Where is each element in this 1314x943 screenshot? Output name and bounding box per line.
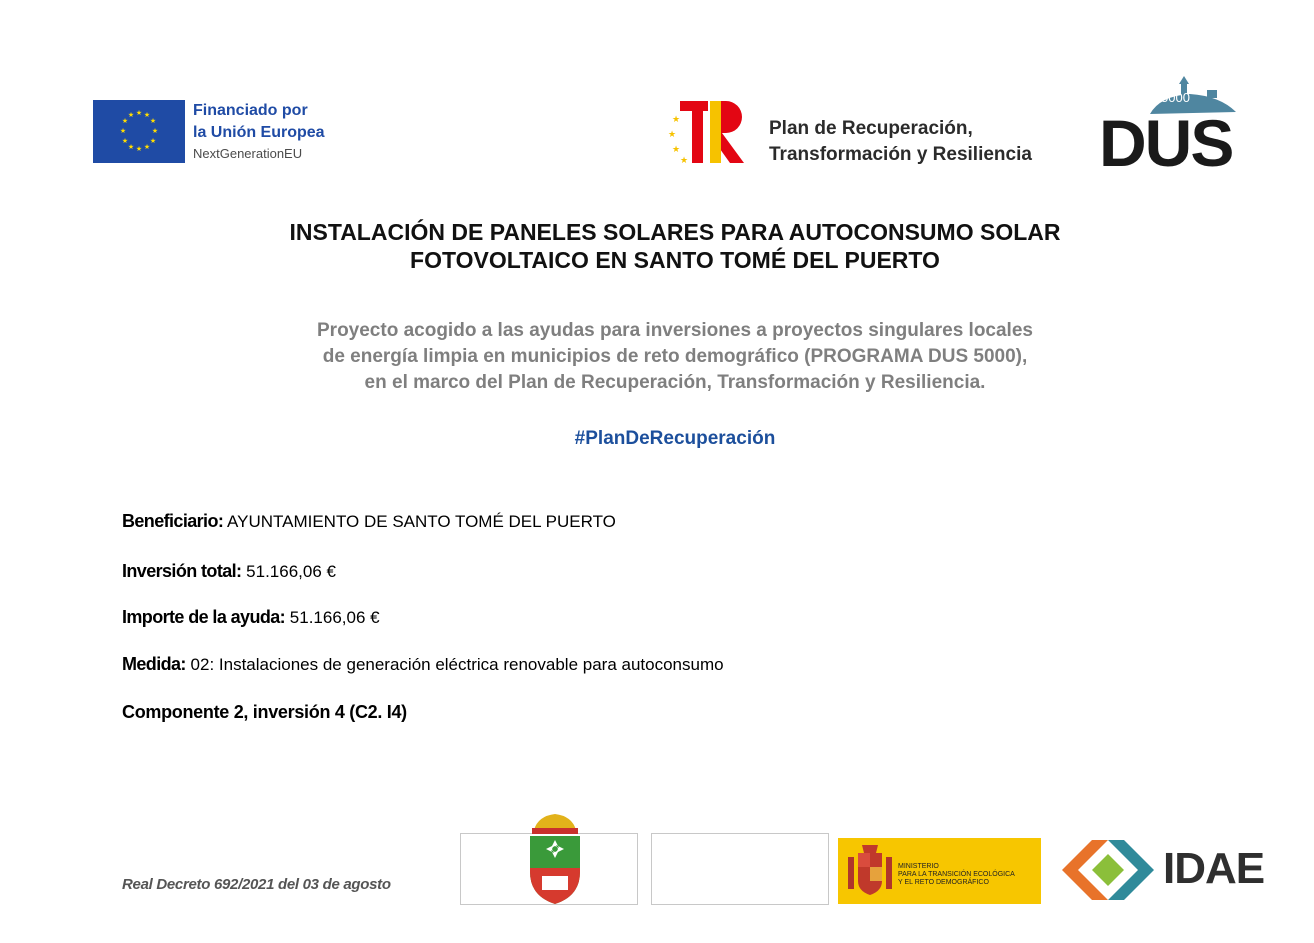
inversion-value: 51.166,06 € <box>246 562 336 581</box>
importe-label: Importe de la ayuda: <box>122 607 286 627</box>
svg-text:★: ★ <box>143 143 151 151</box>
medida-label: Medida: <box>122 654 186 674</box>
coat-of-arms-icon <box>520 812 590 910</box>
inversion-row <box>122 561 336 582</box>
svg-text:★: ★ <box>672 115 681 125</box>
title-line2: FOTOVOLTAICO EN SANTO TOMÉ DEL PUERTO <box>410 247 940 273</box>
medida-value: 02: Instalaciones de generación eléctrica renovable para autoconsumo <box>190 655 724 674</box>
dus-word: DUS <box>1099 106 1233 180</box>
idae-mark-icon <box>1060 836 1156 902</box>
eu-flag-icon <box>93 100 185 163</box>
logo-box-empty <box>651 833 829 905</box>
svg-text:★: ★ <box>135 145 143 153</box>
svg-text:★: ★ <box>127 143 135 151</box>
beneficiario-value: AYUNTAMIENTO DE SANTO TOMÉ DEL PUERTO <box>227 512 616 531</box>
eu-logo-line1: Financiado por <box>193 102 308 119</box>
beneficiario-label: Beneficiario: <box>122 511 224 531</box>
svg-text:★: ★ <box>672 145 681 155</box>
tr-logo-icon <box>668 97 750 167</box>
importe-value: 51.166,06 € <box>289 608 380 627</box>
svg-text:★: ★ <box>149 137 157 145</box>
spain-coat-icon <box>844 843 896 899</box>
importe-row <box>122 607 380 628</box>
title-line1: INSTALACIÓN DE PANELES SOLARES PARA AUTOCONSUMO SOLAR <box>289 219 1061 245</box>
project-description <box>180 318 1170 396</box>
eu-logo-line3: NextGenerationEU <box>193 146 303 161</box>
componente-row <box>122 702 407 723</box>
hashtag: #PlanDeRecuperación <box>574 428 776 449</box>
idae-word: IDAE <box>1163 844 1265 893</box>
real-decreto: Real Decreto 692/2021 del 03 de agosto <box>122 876 391 893</box>
svg-text:★: ★ <box>151 127 159 135</box>
prtr-line1: Plan de Recuperación, <box>769 118 973 139</box>
svg-text:★: ★ <box>121 117 129 125</box>
ministerio-line1: MINISTERIO <box>898 863 939 870</box>
page-title <box>180 218 1170 274</box>
beneficiario-row <box>122 511 616 532</box>
svg-text:★: ★ <box>668 130 677 140</box>
ministerio-logo <box>838 838 1041 904</box>
subtitle-line2: de energía limpia en municipios de reto demográfico (PROGRAMA DUS 5000), <box>322 346 1028 367</box>
eu-logo-line2: la Unión Europea <box>193 124 325 141</box>
inversion-label: Inversión total: <box>122 561 242 581</box>
dus-5000-logo <box>1095 76 1240 180</box>
ministerio-line3: Y EL RETO DEMOGRÁFICO <box>898 879 989 886</box>
ministerio-line2: PARA LA TRANSICIÓN ECOLÓGICA <box>898 871 1015 878</box>
svg-text:★: ★ <box>121 137 129 145</box>
prtr-line2: Transformación y Resiliencia <box>769 144 1032 165</box>
svg-text:★: ★ <box>143 111 151 119</box>
svg-text:★: ★ <box>127 111 135 119</box>
dus-badge: 5000 <box>1161 90 1190 105</box>
medida-row <box>122 654 724 675</box>
svg-text:★: ★ <box>135 109 143 117</box>
subtitle-line1: Proyecto acogido a las ayudas para inversiones a proyectos singulares locales <box>317 320 1033 341</box>
subtitle-line3: en el marco del Plan de Recuperación, Transformación y Resiliencia. <box>364 372 986 393</box>
componente-text: Componente 2, inversión 4 (C2. I4) <box>122 702 407 722</box>
svg-text:★: ★ <box>119 127 127 135</box>
svg-text:★: ★ <box>149 117 157 125</box>
svg-text:★: ★ <box>680 156 689 166</box>
